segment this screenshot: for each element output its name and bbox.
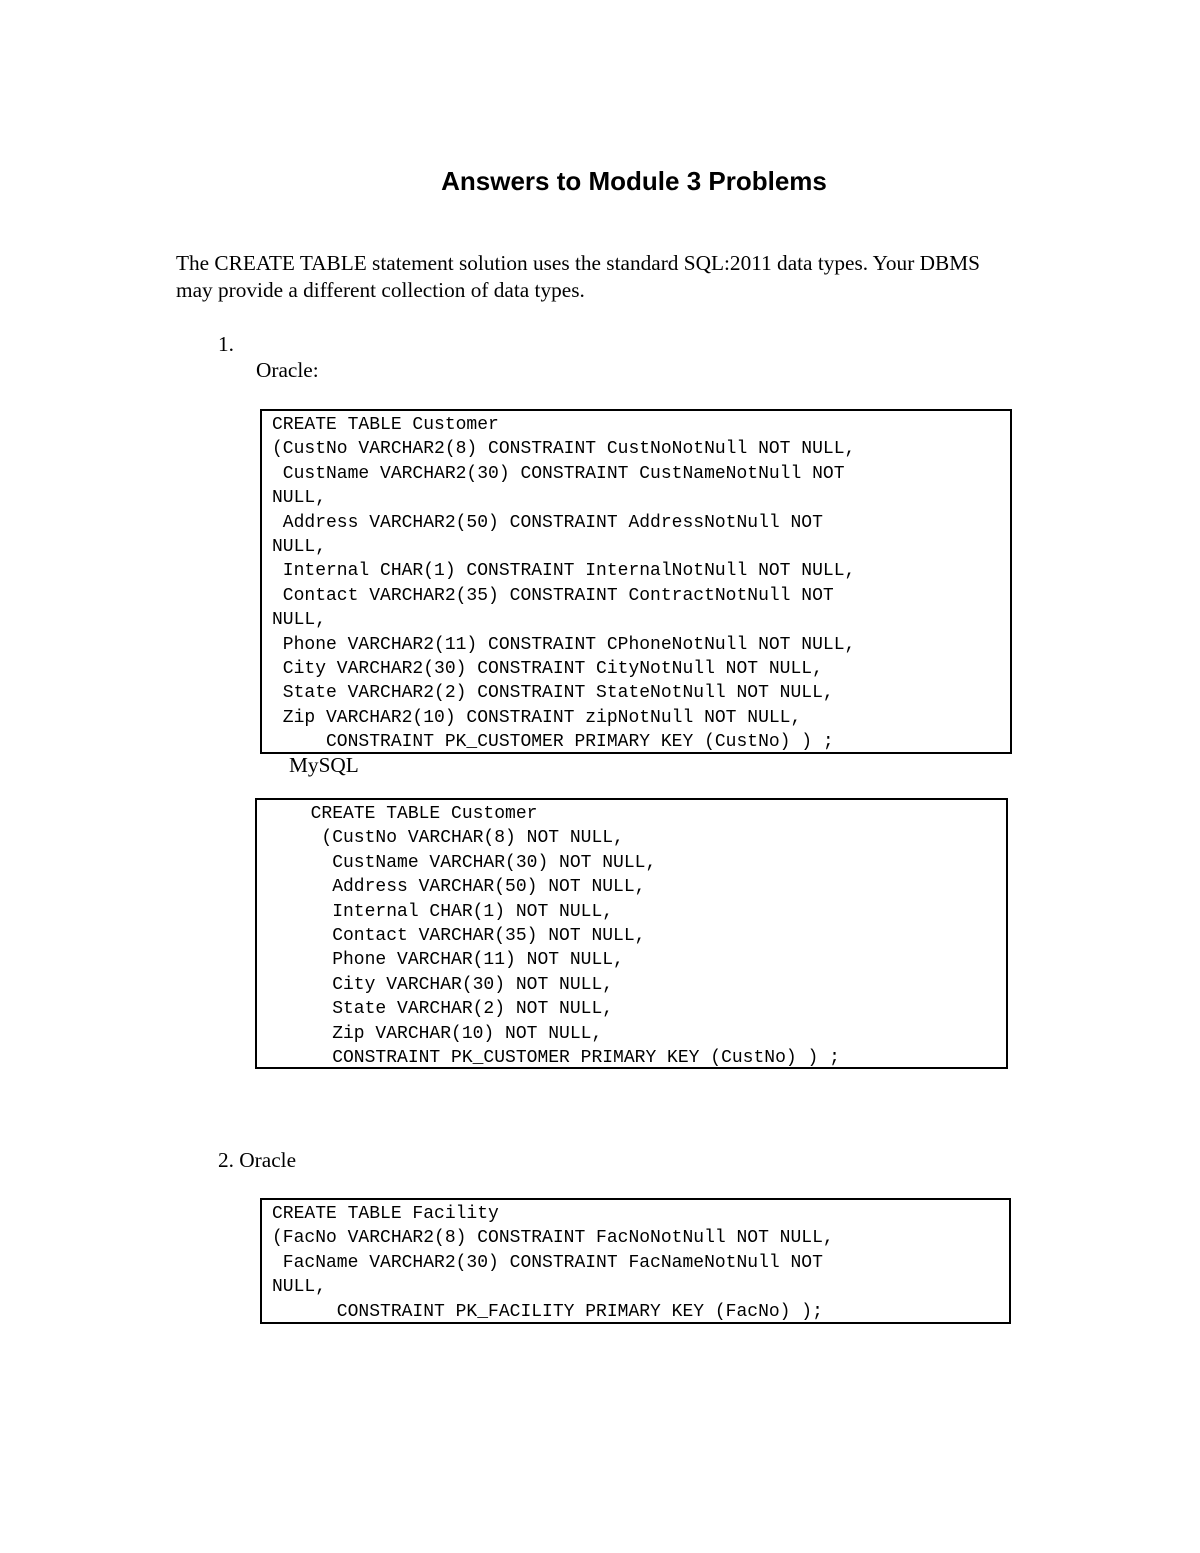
problem-1-number: 1.: [218, 332, 234, 356]
intro-line-2: may provide a different collection of data types.: [176, 278, 585, 302]
problem-2-heading: 2. Oracle: [218, 1148, 297, 1172]
oracle-facility-code: CREATE TABLE Facility (FacNo VARCHAR2(8) CONSTRAINT FacNoNotNull NOT NULL, FacName VARCHAR2(30) CONSTRAINT FacNameNotNull NOT NULL, CONSTRAINT PK_FACILITY PRIMARY KEY (FacNo) );: [272, 1204, 834, 1322]
oracle-customer-code-box: [260, 409, 1012, 754]
mysql-customer-code-box: [255, 798, 1008, 1069]
intro-line-1: The CREATE TABLE statement solution uses the standard SQL:2011 data types. Your DBMS: [176, 251, 980, 275]
page-title: Answers to Module 3 Problems: [441, 166, 827, 196]
oracle-customer-code: CREATE TABLE Customer (CustNo VARCHAR2(8) CONSTRAINT CustNoNotNull NOT NULL, CustName VARCHAR2(30) CONSTRAINT CustNameNotNull NOT NULL, Address VARCHAR2(50) CONSTRAINT AddressNotNull NOT NULL, Internal CHAR(1) CONSTRAINT InternalNotNull NOT NULL, Contact VARCHAR2(35) CONSTRAINT ContractNotNull NOT NULL, Phone VARCHAR2(11) CONSTRAINT CPhoneNotNull NOT NULL, City VARCHAR2(30) CONSTRAINT CityNotNull NOT NULL, State VARCHAR2(2) CONSTRAINT StateNotNull NOT NULL, Zip VARCHAR2(10) CONSTRAINT zipNotNull NOT NULL, CONSTRAINT PK_CUSTOMER PRIMARY KEY (CustNo) ) ;: [272, 415, 856, 753]
problem-1-oracle-label: Oracle:: [256, 358, 319, 382]
oracle-facility-code-box: [260, 1198, 1011, 1324]
mysql-customer-code: CREATE TABLE Customer (CustNo VARCHAR(8) NOT NULL, CustName VARCHAR(30) NOT NULL, Address VARCHAR(50) NOT NULL, Internal CHAR(1) NOT NULL, Contact VARCHAR(35) NOT NULL, Phone VARCHAR(11) NOT NULL, City VARCHAR(30) NOT NULL, State VARCHAR(2) NOT NULL, Zip VARCHAR(10) NOT NULL, CONSTRAINT PK_CUSTOMER PRIMARY KEY (CustNo) ) ;: [310, 804, 840, 1069]
problem-1-mysql-label: MySQL: [289, 753, 359, 777]
intro-paragraph: [176, 250, 1076, 304]
